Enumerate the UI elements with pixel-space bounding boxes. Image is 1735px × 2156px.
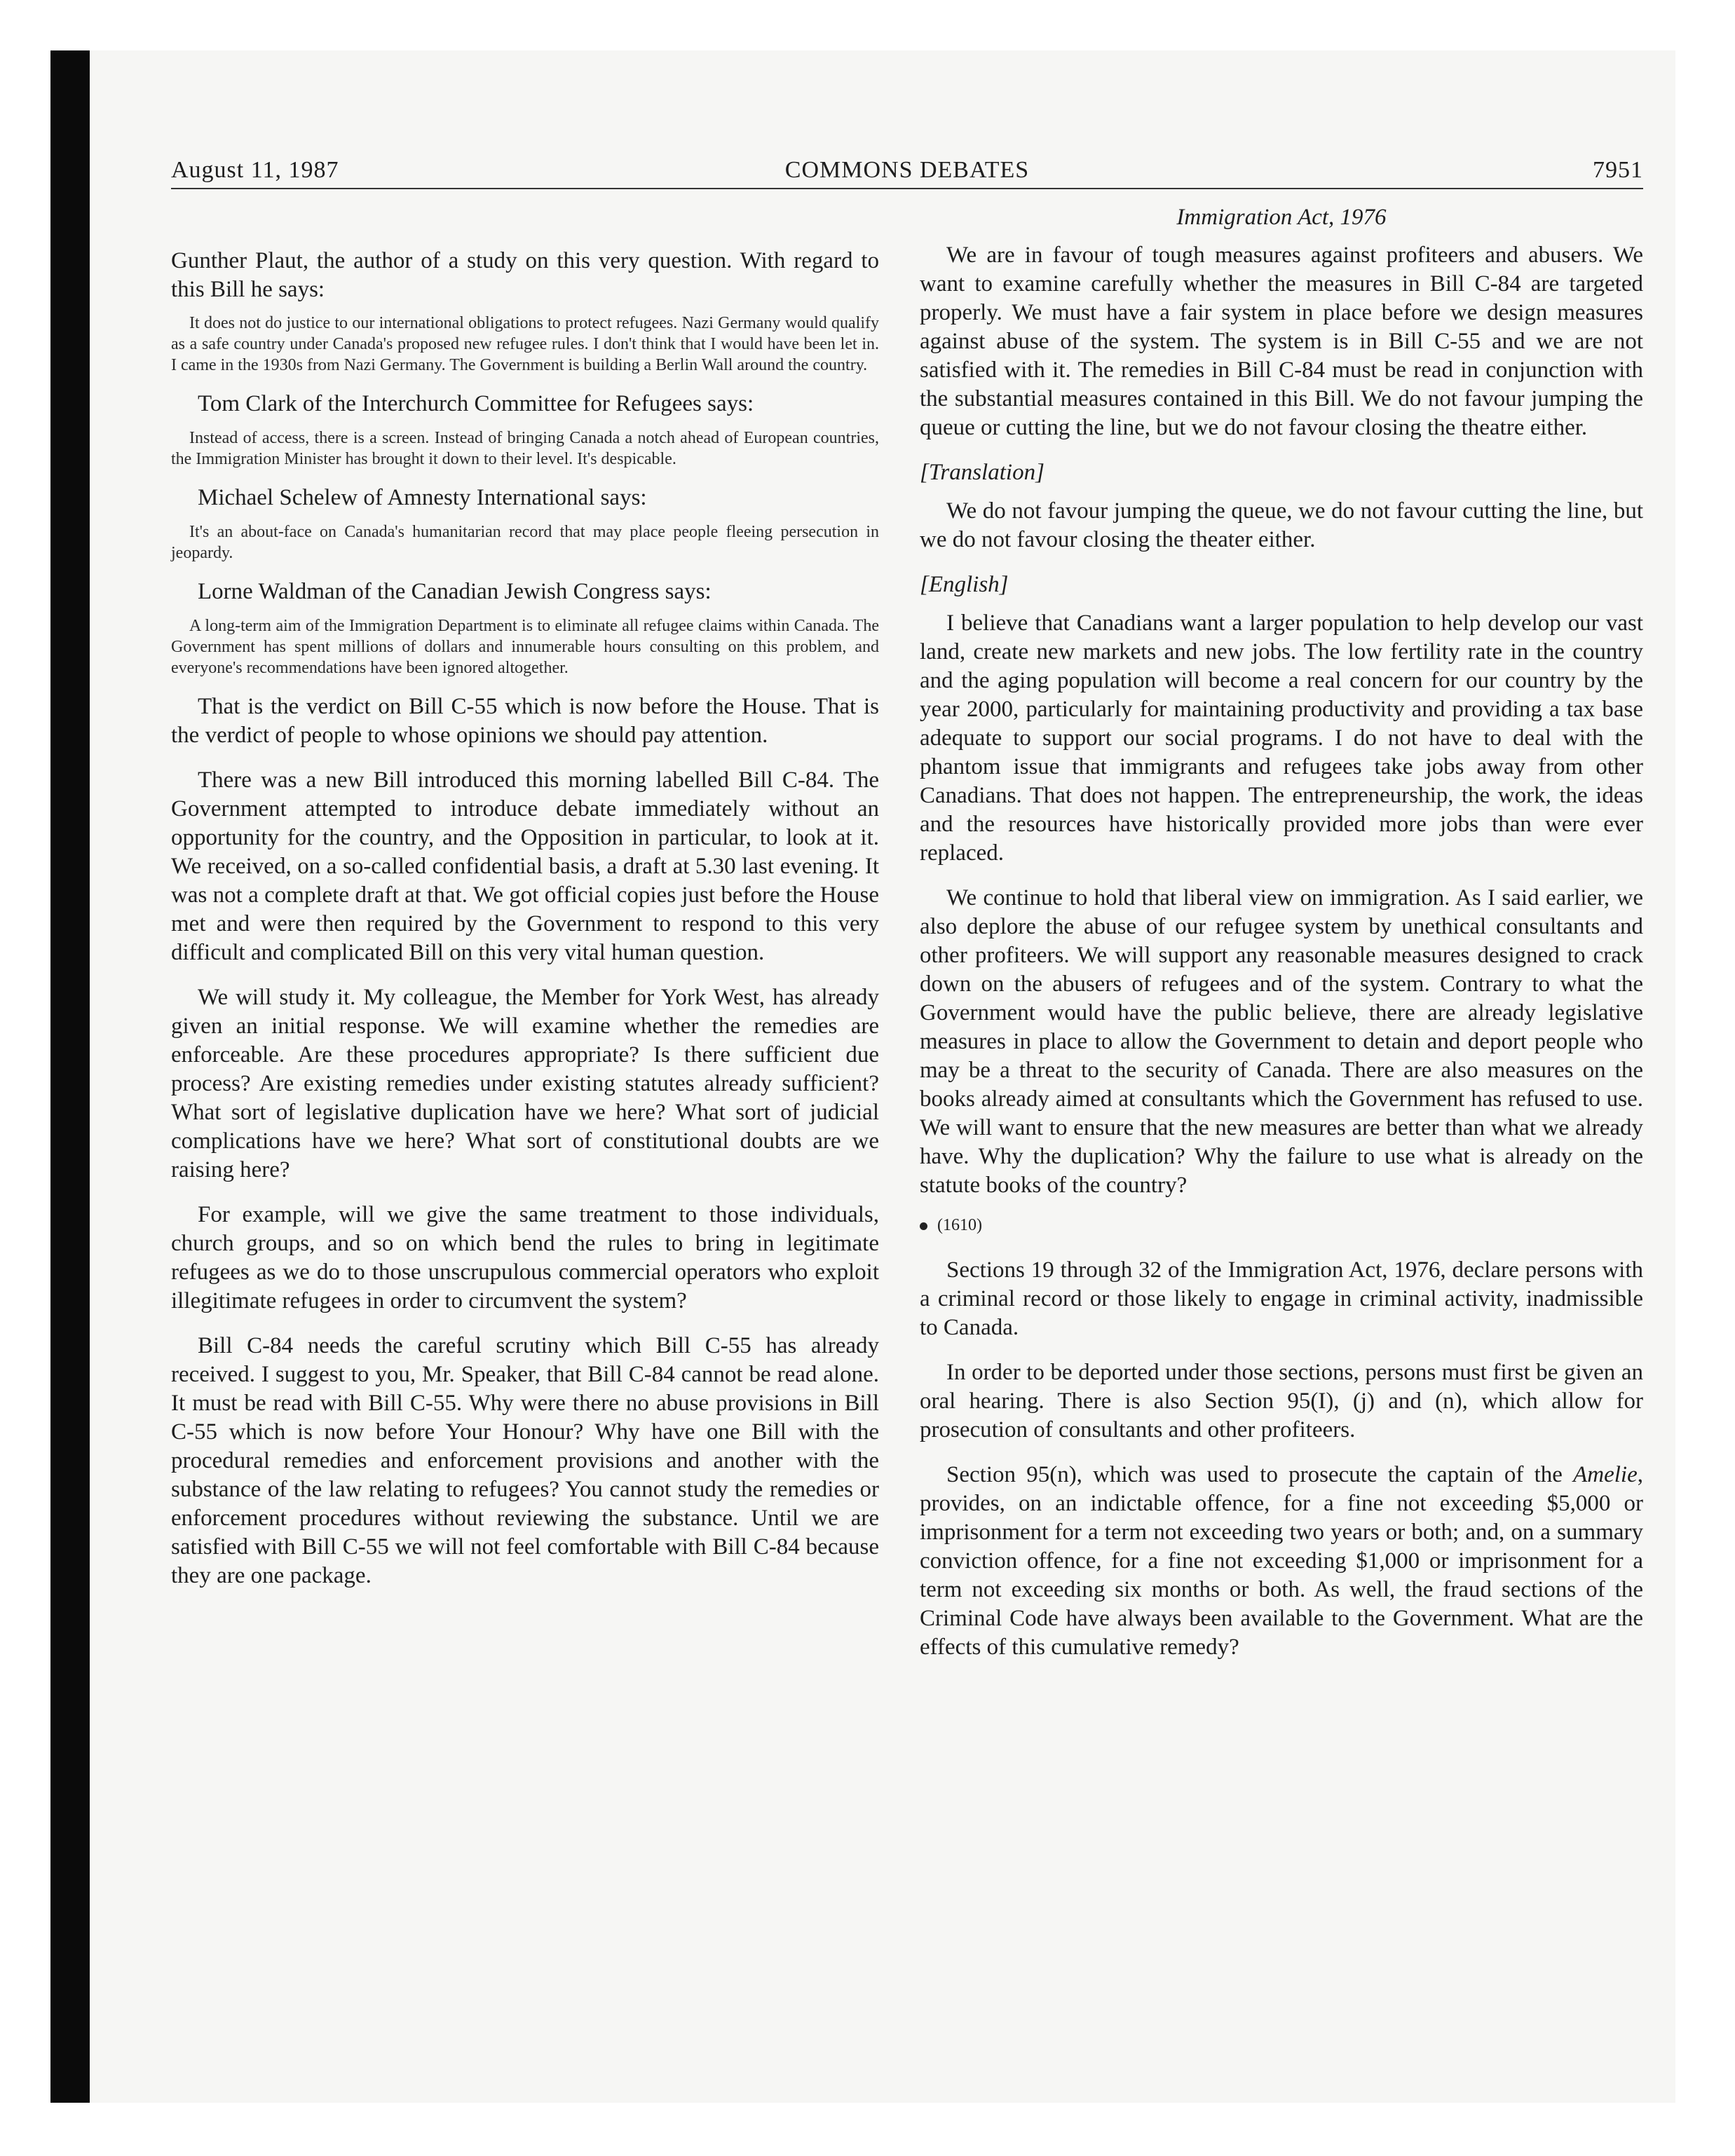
header-date: August 11, 1987 xyxy=(171,157,339,183)
paragraph: We do not favour jumping the queue, we do not favour cutting the line, but we do not favour closing the theater either. xyxy=(920,498,1643,552)
paragraph: We are in favour of tough measures against profiteers and abusers. We want to examine carefully whether the measures in Bill C-84 are targeted properly. We must have a fair system in place before we design measures against abuse of the system. The system is in Bill C-55 and we are not satisfied with it. The remedies in Bill C-84 must be read in conjunction with the substantial measures contained in this Bill. We do not favour jumping the queue or cutting the line, but we do not favour closing the theatre either. xyxy=(920,243,1643,440)
paragraph: That is the verdict on Bill C-55 which is now before the House. That is the verdict of people to whose opinions we should pay attention. xyxy=(171,694,879,748)
page-header xyxy=(171,157,1643,191)
quote-attribution: Lorne Waldman of the Canadian Jewish Congress says: xyxy=(198,579,712,604)
language-label-english: [English] xyxy=(920,572,1009,597)
header-title: COMMONS DEBATES xyxy=(784,157,1030,183)
paragraph: We continue to hold that liberal view on immigration. As I said earlier, we also deplore the abuse of our refugee system by unethical consultants and other profiteers. We will support any reasonable measures designed to crack down on the abusers of refugees and of the system. Contrary to what the Government would have the public believe, there are already legislative measures in place to allow the Government to detain and deport people who may be a threat to the security of Canada. There are also measures on the books already aimed at consultants which the Government has refused to use. We will want to ensure that the new measures are better than what we already have. Why the duplication? Why the failure to use what is already on the statute books of the country? xyxy=(920,885,1643,1198)
ship-name: Amelie xyxy=(1573,1462,1638,1487)
paragraph: Bill C-84 needs the careful scrutiny which Bill C-55 has already received. I suggest to you, Mr. Speaker, that Bill C-84 cannot be read alone. It must be read with Bill C-55. Why were there no abuse provisions in Bill C-55 which is now before Your Honour? Why have one Bill with the procedural remedies and enforcement provisions and another with the substance of the law relating to refugees? You cannot study the remedies or enforcement procedures without reviewing the substance. Until we are satisfied with Bill C-55 we will not feel comfortable with Bill C-84 because they are one package. xyxy=(171,1333,879,1588)
header-rule xyxy=(171,188,1643,189)
paragraph: For example, will we give the same treatment to those individuals, church groups, and so on which bend the rules to bring in legitimate refugees as we do to those unscrupulous commercial operators who exploit illegitimate refugees in order to circumvent the system? xyxy=(171,1202,879,1314)
left-column xyxy=(171,247,879,1606)
paragraph-text: Section 95(n), which was used to prosecute the captain of the xyxy=(946,1462,1574,1487)
block-quote: It's an about-face on Canada's humanitarian record that may place people fleeing persecution in jeopardy. xyxy=(171,523,879,562)
block-quote: It does not do justice to our international obligations to protect refugees. Nazi Germany would qualify as a safe country under Canada's proposed new refugee rules. I don't think that I would have been let in. I came in the 1930s from Nazi Germany. The Government is building a Berlin Wall around the country. xyxy=(171,314,879,374)
quote-attribution: Michael Schelew of Amnesty International says: xyxy=(198,485,647,510)
paragraph: Gunther Plaut, the author of a study on this very question. With regard to this Bill he says: xyxy=(171,248,879,302)
bullet-icon xyxy=(920,1222,927,1230)
paragraph-text: , provides, on an indictable offence, for a fine not exceeding $5,000 or imprisonment for a term not exceeding two years or both; and, on a summary conviction offence, for a fine not exceeding $1,000 or imprisonment for a term not exceeding six months or both. As well, the fraud sections of the Criminal Code have always been available to the Government. What are the effects of this cumulative remedy? xyxy=(920,1462,1643,1660)
paragraph: In order to be deported under those sections, persons must first be given an oral hearing. There is also Section 95(I), (j) and (n), which allow for prosecution of consultants and other profiteers. xyxy=(920,1360,1643,1442)
running-title: Immigration Act, 1976 xyxy=(1176,205,1387,230)
block-quote: A long-term aim of the Immigration Department is to eliminate all refugee claims within Canada. The Government has spent millions of dollars and innumerable hours consulting on this problem, and everyone's recommendations have been ignored altogether. xyxy=(171,617,879,677)
scanned-page xyxy=(50,50,1675,2103)
time-marker-text: (1610) xyxy=(937,1216,982,1234)
paragraph: There was a new Bill introduced this morning labelled Bill C-84. The Government attempted to introduce debate immediately without an opportunity for the country, and the Opposition in particular, to look at it. We received, on a so-called confidential basis, a draft at 5.30 last evening. It was not a complete draft at that. We got official copies just before the House met and were then required by the Government to respond to this very difficult and complicated Bill on this very vital human question. xyxy=(171,767,879,965)
paragraph xyxy=(920,1461,1643,1662)
quote-attribution: Tom Clark of the Interchurch Committee for Refugees says: xyxy=(198,391,754,416)
time-marker xyxy=(920,1216,1643,1235)
binding-edge xyxy=(50,50,90,2103)
page-number: 7951 xyxy=(1593,157,1643,183)
right-column xyxy=(920,241,1643,1678)
block-quote: Instead of access, there is a screen. Instead of bringing Canada a notch ahead of European countries, the Immigration Minister has brought it down to their level. It's despicable. xyxy=(171,429,879,468)
paragraph: I believe that Canadians want a larger population to help develop our vast land, create new markets and new jobs. The low fertility rate in the country and the aging population will become a real concern for our country by the year 2000, particularly for maintaining productivity and providing a tax base adequate to support our social programs. I do not have to deal with the phantom issue that immigrants and refugees take jobs away from other Canadians. That does not happen. The entrepreneurship, the work, the ideas and the resources have historically provided more jobs than were ever replaced. xyxy=(920,610,1643,866)
paragraph: Sections 19 through 32 of the Immigration Act, 1976, declare persons with a criminal record or those likely to engage in criminal activity, inadmissible to Canada. xyxy=(920,1257,1643,1340)
language-label-translation: [Translation] xyxy=(920,460,1045,485)
paragraph: We will study it. My colleague, the Member for York West, has already given an initial response. We will examine whether the remedies are enforceable. Are these procedures appropriate? Is there sufficient due process? Are existing remedies under existing statutes already sufficient? What sort of legislative duplication have we here? What sort of judicial complications have we here? What sort of constitutional doubts are we raising here? xyxy=(171,985,879,1182)
